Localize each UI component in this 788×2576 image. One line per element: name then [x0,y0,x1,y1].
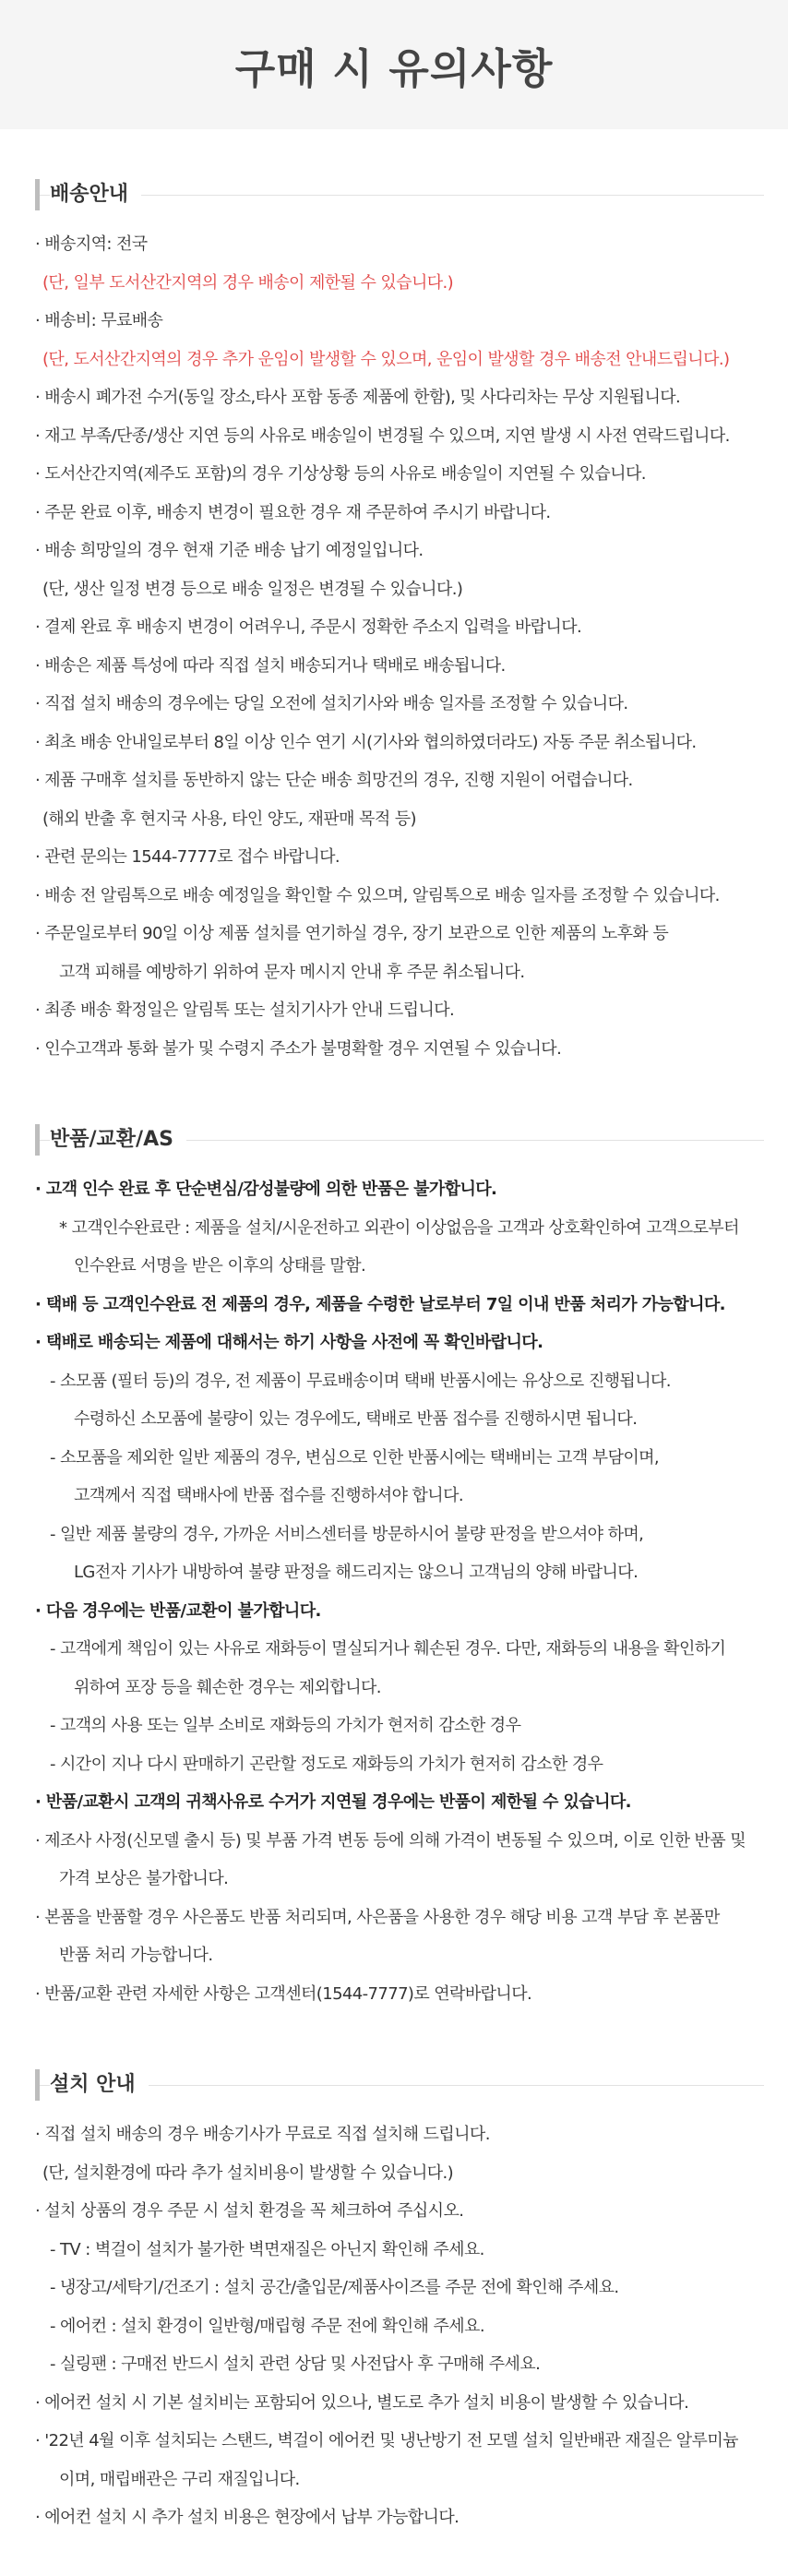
notice-line: · 배송지역: 전국 [35,234,148,254]
notice-line: · 인수고객과 통화 불가 및 수령지 주소가 불명확할 경우 지연될 수 있습니다. [35,1038,562,1059]
notice-line: · 에어컨 설치 시 추가 설치 비용은 현장에서 납부 가능합니다. [35,2508,460,2527]
notice-line: · 에어컨 설치 시 기본 설치비는 포함되어 있으나, 별도로 추가 설치 비용이 발생할 수 있습니다. [35,2392,689,2413]
notice-line: · 본품을 반품할 경우 사은품도 반품 처리되며, 사은품을 사용한 경우 해당 비용 고객 부담 후 본품만 [35,1907,720,1927]
notice-line: · 택배 등 고객인수완료 전 제품의 경우, 제품을 수령한 날로부터 7일 이내 반품 처리가 가능합니다. [35,1294,725,1314]
notice-line: (단, 도서산간지역의 경우 추가 운임이 발생할 수 있으며, 운임이 발생할 경우 배송전 안내드립니다.) [42,349,730,369]
notice-line: · 배송 희망일의 경우 현재 기준 배송 납기 예정일입니다. [35,541,424,560]
notice-line: 고객 피해를 예방하기 위하여 문자 메시지 안내 후 주문 취소됩니다. [59,962,525,982]
notice-line: (해외 반출 후 현지국 사용, 타인 양도, 재판매 목적 등) [42,809,416,829]
notice-line: · 주문 완료 이후, 배송지 변경이 필요한 경우 재 주문하여 주시기 바랍니다. [35,502,551,522]
notice-line: - 일반 제품 불량의 경우, 가까운 서비스센터를 방문하시어 불량 판정을 받으셔야 하며, [50,1524,644,1544]
notice-line: · 반품/교환시 고객의 귀책사유로 수거가 지연될 경우에는 반품이 제한될 수 있습니다. [35,1792,631,1812]
notice-line: - 냉장고/세탁기/건조기 : 설치 공간/출입문/제품사이즈를 주문 전에 확인해 주세요. [50,2278,619,2297]
section-marker [35,1124,40,1156]
notice-line: · 도서산간지역(제주도 포함)의 경우 기상상황 등의 사유로 배송일이 지연될 수 있습니다. [35,464,646,484]
notice-line: · 주문일로부터 90일 이상 제품 설치를 연기하실 경우, 장기 보관으로 인한 제품의 노후화 등 [35,924,669,943]
notice-line: (단, 설치환경에 따라 추가 설치비용이 발생할 수 있습니다.) [42,2163,454,2183]
notice-line: - 고객에게 책임이 있는 사유로 재화등이 멸실되거나 훼손된 경우. 다만, 재화등의 내용을 확인하기 [50,1639,726,1659]
notice-line: 가격 보상은 불가합니다. [59,1869,229,1888]
notice-line: - 소모품 (필터 등)의 경우, 전 제품이 무료배송이며 택배 반품시에는 유상으로 진행됩니다. [50,1371,671,1391]
section-title: 반품/교환/AS [50,1125,186,1155]
section-marker [35,2069,40,2101]
notice-list [35,225,773,1068]
notice-line: · 최종 배송 확정일은 알림톡 또는 설치기사가 안내 드립니다. [35,1000,455,1020]
notice-line: 반품 처리 가능합니다. [59,1946,213,1965]
section-title: 배송안내 [50,180,141,210]
notice-line: · 설치 상품의 경우 주문 시 설치 환경을 꼭 체크하여 주십시오. [35,2201,464,2221]
notice-line: - TV : 벽걸이 설치가 불가한 벽면재질은 아닌지 확인해 주세요. [50,2239,484,2259]
notice-line: · 결제 완료 후 배송지 변경이 어려우니, 주문시 정확한 주소지 입력을 바랍니다. [35,617,582,637]
notice-line: · 직접 설치 배송의 경우 배송기사가 무료로 직접 설치해 드립니다. [35,2125,490,2144]
section-title: 설치 안내 [50,2070,149,2100]
notice-line: 고객께서 직접 택배사에 반품 접수를 진행하셔야 합니다. [74,1486,463,1505]
notice-line: · 다음 경우에는 반품/교환이 불가합니다. [35,1600,321,1621]
notice-line: 인수완료 서명을 받은 이후의 상태를 말함. [74,1256,366,1276]
notice-line: * 고객인수완료란 : 제품을 설치/시운전하고 외관이 이상없음을 고객과 상호확인하여 고객으로부터 [59,1217,739,1238]
notice-line: · 제품 구매후 설치를 동반하지 않는 단순 배송 희망건의 경우, 진행 지원이 어렵습니다. [35,771,633,790]
section-header [35,179,764,210]
notice-line: (단, 일부 도서산간지역의 경우 배송이 제한될 수 있습니다.) [42,272,454,293]
notice-line: 위하여 포장 등을 훼손한 경우는 제외합니다. [74,1677,381,1697]
notice-line: - 시간이 지나 다시 판매하기 곤란할 정도로 재화등의 가치가 현저히 감소한 경우 [50,1754,603,1774]
notice-line: · 직접 설치 배송의 경우에는 당일 오전에 설치기사와 배송 일자를 조정할 수 있습니다. [35,694,628,713]
notice-line: · '22년 4월 이후 설치되는 스탠드, 벽걸이 에어컨 및 냉난방기 전 모델 설치 일반배관 재질은 알루미늄 [35,2431,738,2450]
notice-line: 이며, 매립배관은 구리 재질입니다. [59,2469,300,2489]
notice-list [35,1170,773,2013]
notice-list [35,2115,773,2537]
notice-line: (단, 생산 일정 변경 등으로 배송 일정은 변경될 수 있습니다.) [42,579,463,599]
notice-line: · 배송비: 무료배송 [35,311,163,330]
section-header [35,1124,764,1156]
notice-line: · 관련 문의는 1544-7777로 접수 바랍니다. [35,847,340,867]
notice-line: · 고객 인수 완료 후 단순변심/감성불량에 의한 반품은 불가합니다. [35,1180,497,1199]
notice-line: LG전자 기사가 내방하여 불량 판정을 해드리지는 않으니 고객님의 양해 바랍니다. [74,1563,639,1582]
notice-line: - 고객의 사용 또는 일부 소비로 재화등의 가치가 현저히 감소한 경우 [50,1716,521,1735]
page-title: 구매 시 유의사항 [234,43,554,93]
notice-line: · 배송은 제품 특성에 따라 직접 설치 배송되거나 택배로 배송됩니다. [35,655,506,676]
notice-line: · 재고 부족/단종/생산 지연 등의 사유로 배송일이 변경될 수 있으며, 지연 발생 시 사전 연락드립니다. [35,425,730,446]
notice-line: - 소모품을 제외한 일반 제품의 경우, 변심으로 인한 반품시에는 택배비는 고객 부담이며, [50,1447,660,1468]
section-marker [35,179,40,210]
notice-line: · 제조사 사정(신모델 출시 등) 및 부품 가격 변동 등에 의해 가격이 변동될 수 있으며, 이로 인한 반품 및 [35,1830,746,1851]
notice-line: · 배송시 폐가전 수거(동일 장소,타사 포함 동종 제품에 한함), 및 사다리차는 무상 지원됩니다. [35,388,681,407]
notice-line: - 실링팬 : 구매전 반드시 설치 관련 상담 및 사전답사 후 구매해 주세요. [50,2354,541,2374]
section-divider [35,195,764,196]
notice-line: · 배송 전 알림톡으로 배송 예정일을 확인할 수 있으며, 알림톡으로 배송 일자를 조정할 수 있습니다. [35,885,720,905]
section-header [35,2069,764,2101]
notice-line: · 최초 배송 안내일로부터 8일 이상 인수 연기 시(기사와 협의하였더라도) 자동 주문 취소됩니다. [35,732,697,752]
notice-line: 수령하신 소모품에 불량이 있는 경우에도, 택배로 반품 접수를 진행하시면 됩니다. [74,1409,638,1429]
page-header [0,0,788,129]
notice-line: - 에어컨 : 설치 환경이 일반형/매립형 주문 전에 확인해 주세요. [50,2316,484,2336]
notice-line: · 택배로 배송되는 제품에 대해서는 하기 사항을 사전에 꼭 확인바랍니다. [35,1333,543,1352]
notice-line: · 반품/교환 관련 자세한 사항은 고객센터(1544-7777)로 연락바랍니다. [35,1983,532,2004]
